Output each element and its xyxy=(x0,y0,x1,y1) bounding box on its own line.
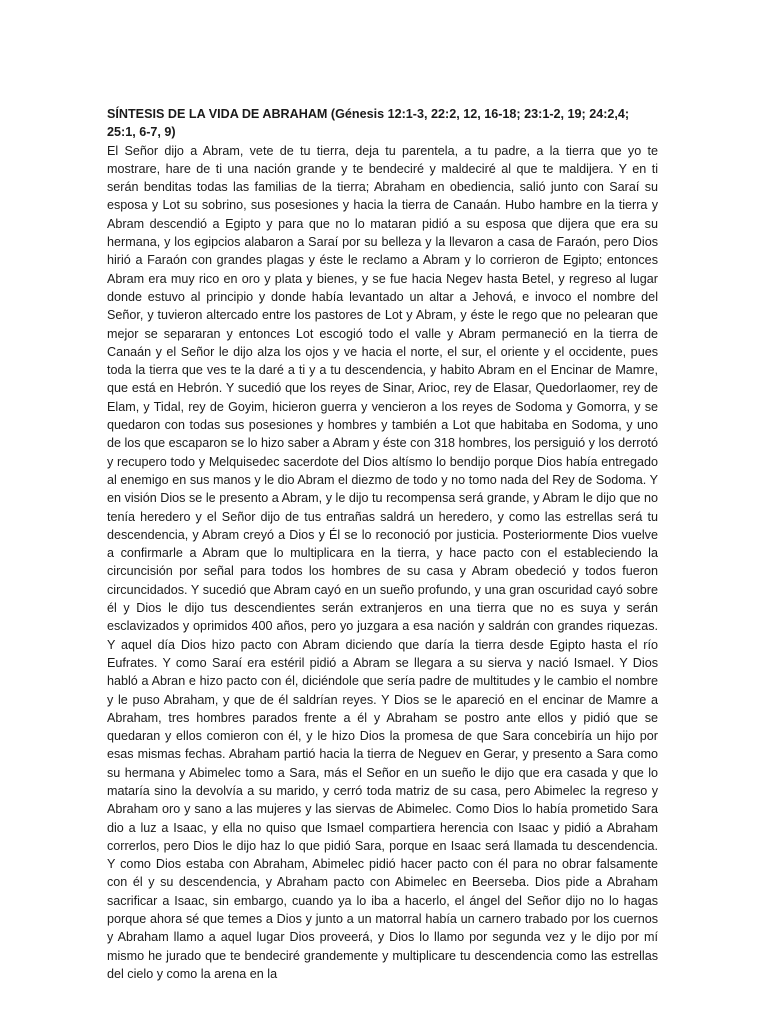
document-title: SÍNTESIS DE LA VIDA DE ABRAHAM (Génesis 12:1-3, 22:2, 12, 16-18; 23:1-2, 19; 24:2,4; 25:1, 6-7, 9) xyxy=(107,107,630,140)
document-page xyxy=(107,105,658,983)
document-body-paragraph: El Señor dijo a Abram, vete de tu tierra, deja tu parentela, a tu padre, a la tierra que yo te mostrare, hare de ti una nación grande y te bendeciré y maldeciré al que te maldijera. Y en ti serán benditas todas las familias de la tierra; Abraham en obediencia, salió junto con Saraí su esposa y Lot su sobrino, sus posesiones y hacia la tierra de Canaán. Hubo hambre en la tierra y Abram descendió a Egipto y para que no lo mataran pidió a su esposa que dijera que era su hermana, y los egipcios alabaron a Saraí por su belleza y la llevaron a casa de Faraón, pero Dios hirió a Faraón con grandes plagas y éste le reclamo a Abram y lo corrieron de Egipto; entonces Abram era muy rico en oro y plata y bienes, y se fue hacia Negev hasta Betel, y regreso al lugar donde estuvo al principio y donde había levantado un altar a Jehová, e invoco el nombre del Señor, y tuvieron altercado entre los pastores de Lot y Abram, y éste le rego que no pelearan que mejor se separaran y entonces Lot escogió todo el valle y Abram permaneció en la tierra de Canaán y el Señor le dijo alza los ojos y ve hacia el norte, el sur, el oriente y el occidente, pues toda la tierra que ves te la daré a ti y a tu descendencia, y habito Abram en el Encinar de Mamre, que está en Hebrón. Y sucedió que los reyes de Sinar, Arioc, rey de Elasar, Quedorlaomer, rey de Elam, y Tidal, rey de Goyim, hicieron guerra y vencieron a los reyes de Sodoma y Gomorra, y se quedaron con todas sus posesiones y hombres y también a Lot que habitaba en Sodoma, y uno de los que escaparon se lo hizo saber a Abram y éste con 318 hombres, los persiguió y los derrotó y recupero todo y Melquisedec sacerdote del Dios altísmo lo bendijo porque Dios había entregado al enemigo en sus manos y le dio Abram el diezmo de todo y no tomo nada del Rey de Sodoma. Y en visión Dios se le presento a Abram, y le dijo tu recompensa será grande, y Abram le dijo que no tenía heredero y el Señor dijo de tus entrañas saldrá un heredero, y como las estrellas será tu descendencia, y Abram creyó a Dios y Él se lo reconoció por justicia. Posteriormente Dios vuelve a confirmarle a Abram que lo multiplicara en la tierra, y hace pacto con el estableciendo la circuncisión por señal para todos los hombres de su casa y Abram obedeció y todos fueron circuncidados. Y sucedió que Abram cayó en un sueño profundo, y una gran oscuridad cayó sobre él y Dios le dijo tus descendientes serán extranjeros en una tierra que no es suya y serán esclavizados y oprimidos 400 años, pero yo juzgara a esa nación y saldrán con grandes riquezas. Y aquel día Dios hizo pacto con Abram diciendo que daría la tierra desde Egipto hasta el río Eufrates. Y como Saraí era estéril pidió a Abram se llegara a su sierva y nació Ismael. Y Dios habló a Abran e hizo pacto con él, diciéndole que sería padre de multitudes y le cambio el nombre y le puso Abraham, y que de él saldrían reyes. Y Dios se le apareció en el encinar de Mamre a Abraham, tres hombres parados frente a él y Abraham se postro ante ellos y pidió que se quedaran y ellos comieron con él, y le hizo Dios la promesa de que Sara concebiría un hijo por esas mismas fechas. Abraham partió hacia la tierra de Neguev en Gerar, y presento a Sara como su hermana y Abimelec tomo a Sara, más el Señor en un sueño le dijo que era casada y que lo mataría sino la devolvía a su marido, y cerró toda matriz de su casa, pero Abimelec la regreso y Abraham oro y sano a las mujeres y las siervas de Abimelec. Como Dios lo había prometido Sara dio a luz a Isaac, y ella no quiso que Ismael compartiera herencia con Isaac y pidió a Abraham correrlos, pero Dios le dijo haz lo que pidió Sara, porque en Isaac será llamada tu descendencia. Y como Dios estaba con Abraham, Abimelec pidió hacer pacto con él para no obrar falsamente con él y su descendencia, y Abraham pacto con Abimelec en Beerseba. Dios pide a Abraham sacrificar a Isaac, sin embargo, cuando ya lo iba a hacerlo, el ángel del Señor dijo no lo hagas porque ahora sé que temes a Dios y junto a un matorral había un carnero trabado por los cuernos y Abraham llamo a aquel lugar Dios proveerá, y Dios lo llamo por segunda vez y le dijo por mí mismo he jurado que te bendeciré grandemente y multiplicare tu descendencia como las estrellas del cielo y como la arena en la xyxy=(107,143,658,981)
